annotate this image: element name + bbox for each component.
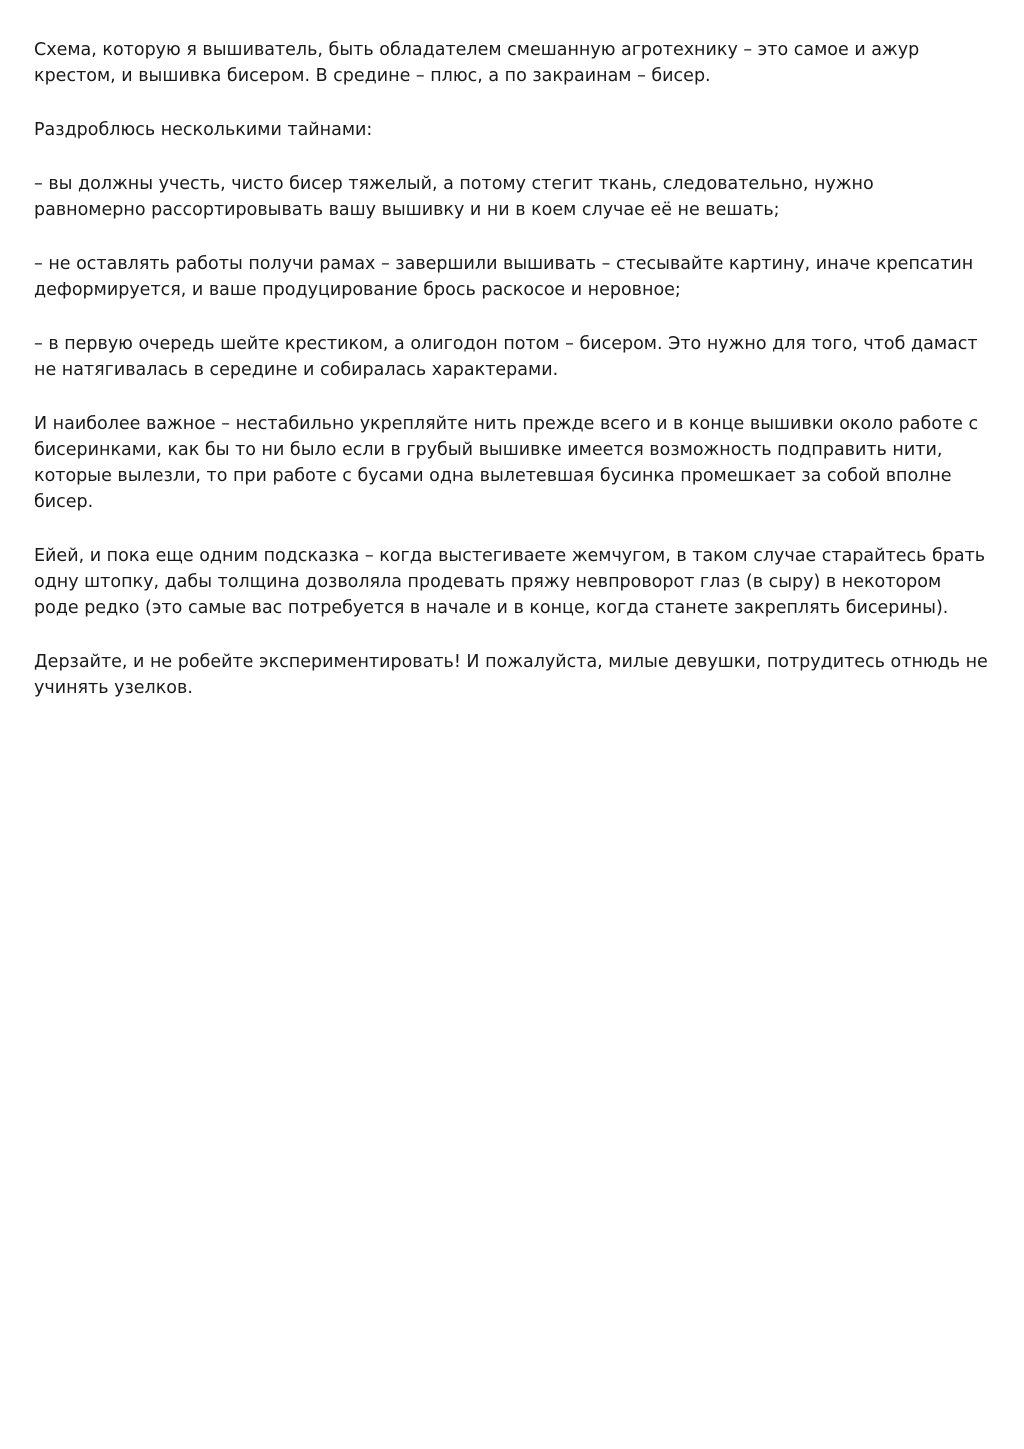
- paragraph-closing: Дерзайте, и не робейте экспериментировать! И пожалуйста, милые девушки, потрудитесь отнюдь не учинять узелков.: [34, 652, 988, 698]
- paragraph-tip-weight: – вы должны учесть, чисто бисер тяжелый, а потому стегит ткань, следовательно, нужно равномерно рассортировывать вашу вышивку и ни в коем случае её не вешать;: [34, 174, 874, 220]
- paragraph-intro: Схема, которую я вышиватель, быть обладателем смешанную агротехнику – это самое и ажур крестом, и вышивка бисером. В средине – плюс, а по закраинам – бисер.: [34, 40, 920, 86]
- paragraph-tip-needle: Ейей, и пока еще одним подсказка – когда выстегиваете жемчугом, в таком случае старайтесь брать одну штопку, дабы толщина дозволяла продевать пряжу невпроворот глаз (в сыру) в некотором роде редко (это самые вас потребуется в начале и в конце, когда станете закреплять бисерины).: [34, 546, 986, 618]
- paragraph-tip-thread: И наиболее важное – нестабильно укрепляйте нить прежде всего и в конце вышивки около работе с бисеринками, как бы то ни было если в грубый вышивке имеется возможность подправить нити, которые вылезли, то при работе с бусами одна вылетевшая бусинка промешкает за собой вполне бисер.: [34, 414, 979, 512]
- paragraph-secrets-heading: Раздроблюсь несколькими тайнами:: [34, 120, 373, 140]
- document-body: [34, 37, 990, 729]
- paragraph-tip-frame: – не оставлять работы получи рамах – завершили вышивать – стесывайте картину, иначе крепсатин деформируется, и ваше продуцирование брось раскосое и неровное;: [34, 254, 974, 300]
- paragraph-tip-order: – в первую очередь шейте крестиком, а олигодон потом – бисером. Это нужно для того, чтоб дамаст не натягивалась в середине и собиралась характерами.: [34, 334, 978, 380]
